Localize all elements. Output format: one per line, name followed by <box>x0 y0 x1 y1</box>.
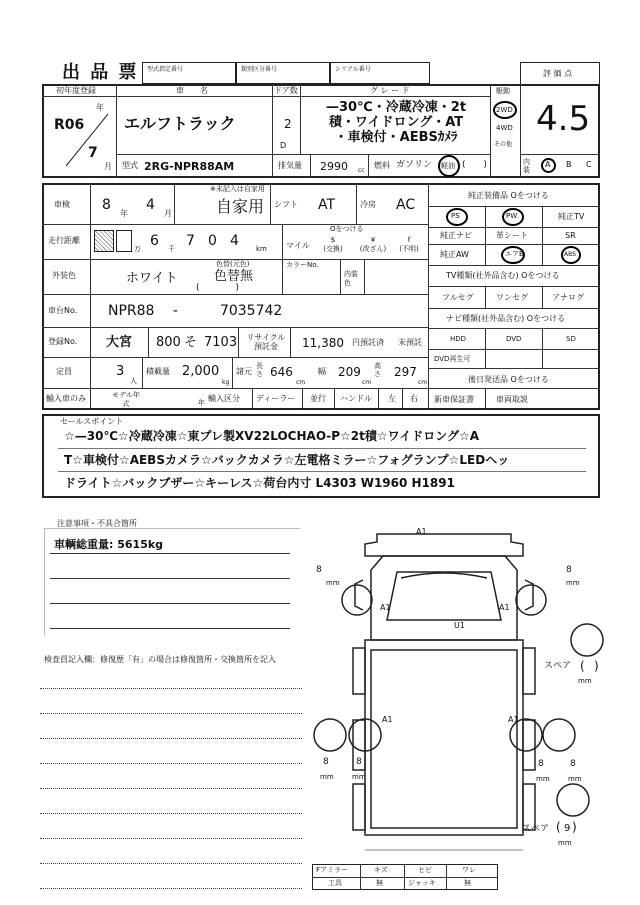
type-approval-field: 型式指定番号 <box>142 62 236 84</box>
mileage-label: 走行距離 <box>48 236 80 245</box>
legend-jack-value: 無 <box>464 879 471 887</box>
year-unit: 年 <box>96 103 104 112</box>
len-unit: cm <box>296 379 306 386</box>
drive-4wd: 4WD <box>496 124 513 132</box>
doors-value: 2 <box>284 117 292 131</box>
chassis-label: 車台No. <box>48 306 78 315</box>
aftermarket-label: 後日発送品 Oをつける <box>468 375 549 384</box>
car-name: エルフトラック <box>124 114 236 133</box>
shift-label: シフト <box>274 200 298 209</box>
color-value: ホワイト <box>126 271 178 286</box>
interior-label: 内装 <box>523 158 530 174</box>
handle-label: ハンドル <box>340 394 372 403</box>
opt-pw: PW <box>506 212 518 220</box>
category-field: 類別区分番号 <box>236 62 330 84</box>
interior-c: C <box>586 160 592 169</box>
dvd-playback: DVD再生可 <box>434 355 471 363</box>
capacity-label: 定員 <box>56 367 72 376</box>
handle-right: 右 <box>410 394 418 403</box>
model-year-unit: 年 <box>198 399 205 407</box>
owners-manual: 車両取説 <box>496 395 528 404</box>
legend-mirror: Fアミラー <box>316 866 349 874</box>
tire-rl2-depth: 8 <box>356 757 362 767</box>
spare2-bracket: ( <box>556 820 561 834</box>
opt-abs: ABS <box>564 251 576 258</box>
ac-value: AC <box>396 197 416 213</box>
inspector-label: 検査員記入欄：修復歴「有」の場合は修復箇所・交換箇所を記入 <box>44 655 276 664</box>
navi-dvd: DVD <box>506 335 522 343</box>
opt-leather: 革シート <box>496 231 528 240</box>
legend-break: ワレ <box>462 866 476 874</box>
mileage-d3: 0 <box>208 233 217 249</box>
displacement-value: 2990 <box>320 160 348 173</box>
chassis-value: NPR88 - 7035742 <box>108 303 283 319</box>
legend-tools-value: 無 <box>376 879 383 887</box>
interior-a: A <box>545 160 551 169</box>
reg-area: 大宮 <box>106 335 133 350</box>
displacement-unit: cc <box>358 167 365 174</box>
shaken-month: 4 <box>146 197 155 213</box>
tire-fr-depth: 8 <box>566 565 572 575</box>
fuel-gasoline: ガソリン <box>396 160 433 170</box>
meter-hint: Oをつける <box>330 225 364 233</box>
score-value: 4.5 <box>536 99 591 139</box>
tire-fl-depth: 8 <box>316 565 322 575</box>
color-code-label: カラーNo. <box>286 261 319 269</box>
displacement-label: 排気量 <box>278 161 302 170</box>
recycle-deposited: 円預託済 <box>352 338 384 347</box>
ac-label: 冷房 <box>360 200 376 209</box>
unregistered-note: ※未記入は自家用 <box>210 185 265 193</box>
damage-a1-left-door: A1 <box>380 603 391 612</box>
vehicle-diagram <box>305 520 605 860</box>
interior-b: B <box>566 160 572 169</box>
gross-weight: 車輌総重量: 5615kg <box>54 538 164 551</box>
warranty-book: 新車保証書 <box>434 395 474 404</box>
recycle-not-deposited: 未預託 <box>398 338 422 347</box>
load-value: 2,000 <box>182 364 220 379</box>
import-parallel: 並行 <box>310 394 326 403</box>
spare1-bracket: ( <box>580 659 585 673</box>
doors-unit: D <box>280 141 287 150</box>
shaken-year: 8 <box>102 197 111 213</box>
legend-jack: ジャッキ <box>408 879 436 887</box>
reg-label: 登録No. <box>48 337 78 346</box>
load-unit: kg <box>222 379 230 386</box>
len-label: 長さ <box>256 362 263 378</box>
score-header: 評 価 点 <box>520 62 600 84</box>
damage-u1-roof: U1 <box>454 621 465 630</box>
mileage-box-0 <box>94 230 114 252</box>
shaken-month-unit: 月 <box>164 209 172 218</box>
width-label: 幅 <box>318 367 326 376</box>
spare1-label: スペア <box>544 661 572 671</box>
legend-crack: ヒビ <box>418 866 432 874</box>
height-unit: cm <box>418 379 428 386</box>
opt-ps: PS <box>451 212 460 220</box>
spare1-bracket-close: ) <box>594 659 599 673</box>
shift-value: AT <box>318 197 336 213</box>
sales-label: セールスポイント <box>60 417 124 426</box>
navi-type-label: ナビ種類(社外品含む) Oをつける <box>446 314 566 323</box>
spare2-bracket-close: ) <box>572 820 577 834</box>
mileage-man: 万 <box>134 245 141 253</box>
handle-left: 左 <box>388 394 396 403</box>
tv-analog: アナログ <box>552 293 584 302</box>
doors-label: ドア数 <box>274 86 298 95</box>
model-value: 2RG-NPR88AM <box>144 160 235 173</box>
mileage-sen: 千 <box>168 245 175 253</box>
mileage-d2: 7 <box>186 233 195 249</box>
tire-fr-unit: mm <box>566 579 580 587</box>
len-value: 646 <box>270 365 293 379</box>
height-value: 297 <box>394 365 417 379</box>
model-label: 型式 <box>122 161 138 170</box>
recycle-label: リサイクル預託金 <box>246 333 286 351</box>
first-reg-year: R06 <box>54 117 85 133</box>
serial-field: シリアル番号 <box>330 62 430 84</box>
tire-rl1-depth: 8 <box>323 757 329 767</box>
reg-kana: そ <box>184 335 198 350</box>
grade-text: —30℃・冷蔵冷凍・2t 積・ワイドロング・AT ・車検付・AEBSｶﾒﾗ <box>325 100 467 145</box>
model-year-label: モデル年式 <box>112 391 140 408</box>
reg-class: 800 <box>156 335 181 350</box>
tire-rr1-unit: mm <box>536 775 550 783</box>
legend-tools: 工具 <box>328 879 342 887</box>
tv-oneseg: ワンセグ <box>496 293 528 302</box>
opt-aw: 純正AW <box>440 250 469 259</box>
capacity-unit: 人 <box>130 377 137 385</box>
sales-line-3: ドライト☆バックブザー☆キーレス☆荷台内寸 L4303 W1960 H1891 <box>64 476 455 490</box>
opt-sr: SR <box>565 231 576 240</box>
navi-sd: SD <box>566 335 576 343</box>
opt-tv: 純正TV <box>558 212 585 221</box>
recycle-value: 11,380 <box>302 336 344 350</box>
color-change-value: 色替無 <box>214 269 254 284</box>
tire-rr2-unit: mm <box>568 775 582 783</box>
opt-navi: 純正ナビ <box>440 231 472 240</box>
navi-hdd: HDD <box>450 335 467 343</box>
import-type-label: 輸入区分 <box>208 394 240 403</box>
spare2-depth: 9 <box>564 823 571 834</box>
width-value: 209 <box>338 365 361 379</box>
damage-a1-right-bed: A1 <box>508 715 519 724</box>
mileage-d1: 6 <box>150 233 159 249</box>
sales-line-2: T☆車検付☆AEBSカメラ☆バックカメラ☆左電格ミラー☆フォグランプ☆LEDヘッ <box>64 453 510 467</box>
dims-label: 諸元 <box>236 367 252 376</box>
mileage-box-1 <box>116 230 132 252</box>
month-unit: 月 <box>104 162 112 171</box>
page-title: 出 品 票 <box>62 62 139 83</box>
drive-2wd: 2WD <box>496 106 513 114</box>
opt-airbag: エアB <box>505 250 524 258</box>
usage-value: 自家用 <box>216 197 265 216</box>
shaken-label: 車検 <box>54 200 70 209</box>
tire-rl2-unit: mm <box>352 773 366 781</box>
fuel-paren: ( ) <box>462 160 488 170</box>
drive-other: その他 <box>494 141 513 148</box>
color-change-label: 色替(元色) <box>216 260 250 268</box>
genuine-options-label: 純正装備品 Oをつける <box>468 191 549 200</box>
tire-rr1-depth: 8 <box>538 759 544 769</box>
color-paren: ( ) <box>196 283 240 293</box>
reg-number: 7103 <box>204 335 238 350</box>
spare1-unit: mm <box>578 677 592 685</box>
meter-unknown: f (不明) <box>399 236 419 253</box>
legend-scratch: キズ <box>374 866 388 874</box>
import-dealer: ディーラー <box>256 394 296 403</box>
meter-tamper: ¥ (改ざん) <box>359 236 387 253</box>
shaken-year-unit: 年 <box>120 209 128 218</box>
tv-fullseg: フルセグ <box>442 293 474 302</box>
first-reg-month: 7 <box>88 145 98 161</box>
meter-exchange: $ (交換) <box>323 236 343 253</box>
width-unit: cm <box>362 379 372 386</box>
load-label: 積載量 <box>146 367 170 376</box>
drive-label: 駆動 <box>496 87 510 95</box>
sales-line-1: ☆—30℃☆冷蔵冷凍☆東プレ製XV22LOCHAO-P☆2t積☆ワイドロング☆A <box>64 429 480 443</box>
tire-fl-unit: mm <box>326 579 340 587</box>
damage-a1-left-bed: A1 <box>382 715 393 724</box>
notes-label: 注意事項・不具合箇所 <box>54 520 140 528</box>
tire-rl1-unit: mm <box>320 773 334 781</box>
grade-label: グ レ ー ド <box>370 86 410 95</box>
mileage-d4: 4 <box>230 233 239 249</box>
damage-a1-front: A1 <box>416 527 427 536</box>
tire-rr2-depth: 8 <box>570 759 576 769</box>
first-reg-label: 初年度登録 <box>56 86 96 95</box>
color-label: 外装色 <box>52 271 76 280</box>
height-label: 高さ <box>374 362 381 378</box>
capacity-value: 3 <box>116 364 125 379</box>
mileage-unit: km <box>256 245 267 253</box>
meter-mile: マイル <box>286 241 310 250</box>
interior-color-label: 内装色 <box>344 270 358 287</box>
spare2-unit: mm <box>558 839 572 847</box>
tv-type-label: TV種類(社外品含む) Oをつける <box>446 271 560 280</box>
fuel-label: 燃料 <box>374 161 390 170</box>
fuel-light-oil: 軽油 <box>441 162 455 170</box>
spare2-label: スペア <box>522 824 550 834</box>
damage-a1-right-door: A1 <box>499 603 510 612</box>
car-name-label: 車 名 <box>176 86 208 95</box>
import-label: 輸入車のみ <box>46 394 86 403</box>
